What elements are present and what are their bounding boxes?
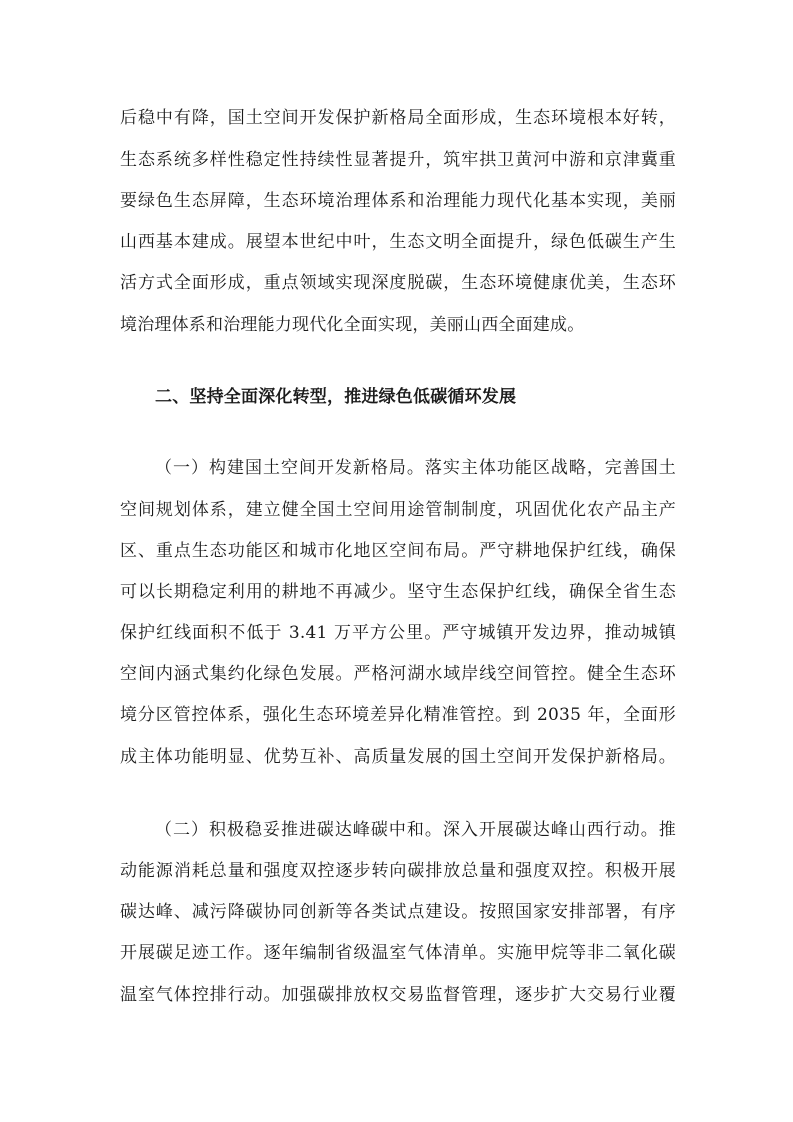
paragraph-2-line-6: 空间内涵式集约化绿色发展。严格河湖水域岸线空间管控。健全生态环 [120, 664, 676, 684]
paragraph-1-line-4: 山西基本建成。展望本世纪中叶，生态文明全面提升，绿色低碳生产生 [120, 232, 676, 252]
section-heading: 二、坚持全面深化转型，推进绿色低碳循环发展 [155, 387, 517, 407]
paragraph-2-line-5: 保护红线面积不低于 3.41 万平方公里。严守城镇开发边界，推动城镇 [120, 623, 676, 643]
paragraph-2-line-4: 可以长期稳定利用的耕地不再减少。坚守生态保护红线，确保全省生态 [120, 582, 676, 602]
paragraph-3-line-5: 温室气体控排行动。加强碳排放权交易监督管理，逐步扩大交易行业覆 [120, 985, 676, 1005]
paragraph-2-line-7: 境分区管控体系，强化生态环境差异化精准管控。到 2035 年，全面形 [120, 705, 676, 725]
paragraph-3-line-2: 动能源消耗总量和强度双控逐步转向碳排放总量和强度双控。积极开展 [120, 861, 676, 881]
paragraph-2-line-8: 成主体功能明显、优势互补、高质量发展的国土空间开发保护新格局。 [120, 747, 676, 767]
paragraph-1-line-1: 后稳中有降，国土空间开发保护新格局全面形成，生态环境根本好转， [120, 108, 676, 128]
paragraph-3-line-1: （二）积极稳妥推进碳达峰碳中和。深入开展碳达峰山西行动。推 [155, 820, 676, 840]
paragraph-1-line-5: 活方式全面形成，重点领域实现深度脱碳，生态环境健康优美，生态环 [120, 273, 676, 293]
paragraph-2-line-2: 空间规划体系，建立健全国土空间用途管制制度，巩固优化农产品主产 [120, 500, 676, 520]
paragraph-3-line-3: 碳达峰、减污降碳协同创新等各类试点建设。按照国家安排部署，有序 [120, 902, 676, 922]
paragraph-1-line-6: 境治理体系和治理能力现代化全面实现，美丽山西全面建成。 [120, 315, 585, 335]
paragraph-3-line-4: 开展碳足迹工作。逐年编制省级温室气体清单。实施甲烷等非二氧化碳 [120, 943, 676, 963]
paragraph-1-line-3: 要绿色生态屏障，生态环境治理体系和治理能力现代化基本实现，美丽 [120, 191, 676, 211]
paragraph-1-line-2: 生态系统多样性稳定性持续性显著提升，筑牢拱卫黄河中游和京津冀重 [120, 150, 676, 170]
paragraph-2-line-1: （一）构建国土空间开发新格局。落实主体功能区战略，完善国土 [155, 458, 676, 478]
paragraph-2-line-3: 区、重点生态功能区和城市化地区空间布局。严守耕地保护红线，确保 [120, 541, 676, 561]
